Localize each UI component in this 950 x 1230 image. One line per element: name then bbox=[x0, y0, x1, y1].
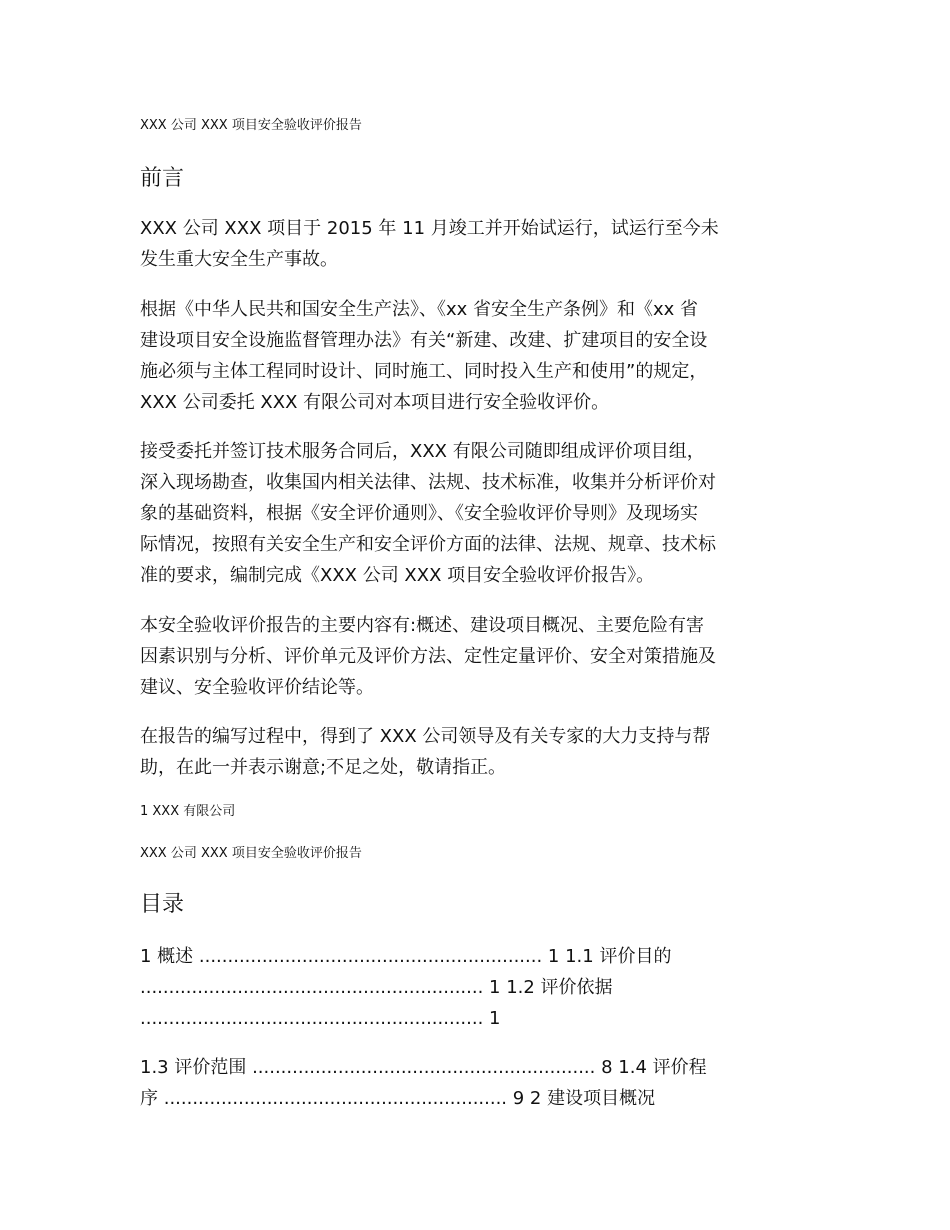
toc-block-2 bbox=[140, 1052, 815, 1114]
text-line: 深入现场勘查，收集国内相关法律、法规、技术标准，收集并分析评价对 bbox=[140, 472, 716, 493]
text-line: XXX 公司委托 XXX 有限公司对本项目进行安全验收评价。 bbox=[140, 392, 610, 413]
page-title: 前言 bbox=[140, 166, 185, 191]
toc-title: 目录 bbox=[140, 892, 185, 917]
text-line: 因素识别与分析、评价单元及评价方法、定性定量评价、安全对策措施及 bbox=[140, 646, 716, 667]
paragraph-4 bbox=[140, 610, 815, 703]
text-line: 建设项目安全设施监督管理办法》有关“新建、改建、扩建项目的安全设 bbox=[140, 330, 708, 351]
paragraph-1 bbox=[140, 213, 815, 275]
toc-line[interactable]: 1.3 评价范围 ............................................................ 8 1.4 评价程 bbox=[140, 1057, 707, 1078]
paragraph-5 bbox=[140, 721, 815, 783]
toc-line[interactable]: ............................................................ 1 bbox=[140, 1008, 501, 1029]
toc-line[interactable]: ............................................................ 1 1.2 评价依据 bbox=[140, 977, 613, 998]
text-line: XXX 公司 XXX 项目于 2015 年 11 月竣工并开始试运行，试运行至今未 bbox=[140, 218, 719, 239]
text-line: 助，在此一并表示谢意;不足之处，敬请指正。 bbox=[140, 757, 507, 778]
paragraph-2 bbox=[140, 294, 815, 418]
text-line: 根据《中华人民共和国安全生产法》、《xx 省安全生产条例》和《xx 省 bbox=[140, 299, 699, 320]
page-footer: 1 XXX 有限公司 bbox=[140, 804, 236, 819]
page-header: XXX 公司 XXX 项目安全验收评价报告 bbox=[140, 846, 362, 861]
text-line: 发生重大安全生产事故。 bbox=[140, 249, 338, 270]
text-line: 本安全验收评价报告的主要内容有:概述、建设项目概况、主要危险有害 bbox=[140, 615, 705, 636]
toc-line[interactable]: 序 ............................................................ 9 2 建设项目概况 bbox=[140, 1088, 656, 1109]
toc-block-1 bbox=[140, 941, 815, 1034]
text-line: 际情况，按照有关安全生产和安全评价方面的法律、法规、规章、技术标 bbox=[140, 534, 716, 555]
text-line: 准的要求，编制完成《XXX 公司 XXX 项目安全验收评价报告》。 bbox=[140, 565, 655, 586]
text-line: 象的基础资料，根据《安全评价通则》、《安全验收评价导则》及现场实 bbox=[140, 503, 698, 524]
text-line: 施必须与主体工程同时设计、同时施工、同时投入生产和使用”的规定， bbox=[140, 361, 708, 382]
paragraph-3 bbox=[140, 436, 815, 591]
text-line: 建议、安全验收评价结论等。 bbox=[140, 677, 374, 698]
text-line: 接受委托并签订技术服务合同后，XXX 有限公司随即组成评价项目组， bbox=[140, 441, 705, 462]
text-line: 在报告的编写过程中，得到了 XXX 公司领导及有关专家的大力支持与帮 bbox=[140, 726, 711, 747]
page-header: XXX 公司 XXX 项目安全验收评价报告 bbox=[140, 118, 362, 133]
toc-line[interactable]: 1 概述 ............................................................ 1 1.1 评价目的 bbox=[140, 946, 672, 967]
